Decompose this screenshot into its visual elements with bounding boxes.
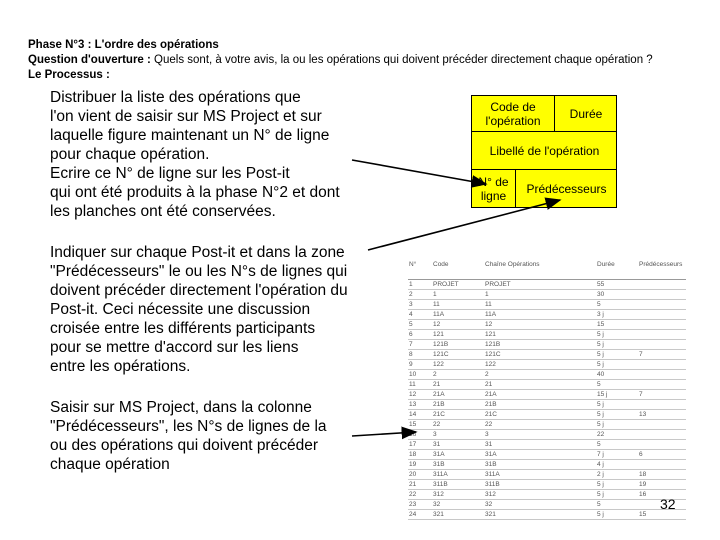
table-cell: 23 xyxy=(408,500,432,510)
table-cell: 31A xyxy=(432,450,484,460)
table-cell: 16 xyxy=(408,430,432,440)
table-cell: 121C xyxy=(484,350,596,360)
table-cell: 12 xyxy=(408,390,432,400)
table-cell: 5 j xyxy=(596,480,638,490)
table-cell: 7 xyxy=(638,350,686,360)
table-cell: 14 xyxy=(408,410,432,420)
col-header: Durée xyxy=(596,261,638,280)
arrow-to-predecessors xyxy=(368,200,560,250)
table-cell: 12 xyxy=(432,320,484,330)
table-cell: 3 j xyxy=(596,310,638,320)
arrow-to-line-number xyxy=(352,160,486,184)
table-cell: 22 xyxy=(596,430,638,440)
table-cell: 21C xyxy=(432,410,484,420)
col-header: Chaîne Opérations xyxy=(484,261,596,280)
table-cell: 10 xyxy=(408,370,432,380)
table-cell: 31B xyxy=(432,460,484,470)
postit-duree: Durée xyxy=(555,96,617,132)
table-cell: 22 xyxy=(484,420,596,430)
table-cell: 15 xyxy=(596,320,638,330)
table-cell: 1 xyxy=(408,280,432,290)
table-cell: 40 xyxy=(596,370,638,380)
question-label: Question d'ouverture : xyxy=(28,54,151,66)
table-cell: 5 xyxy=(596,380,638,390)
table-cell: 312 xyxy=(432,490,484,500)
table-cell: 5 j xyxy=(596,420,638,430)
table-cell: 11 xyxy=(484,300,596,310)
table-cell: 20 xyxy=(408,470,432,480)
table-cell: 121B xyxy=(432,340,484,350)
table-cell: 1 xyxy=(484,290,596,300)
postit-code: Code de l'opération xyxy=(472,96,555,132)
table-cell: 31 xyxy=(484,440,596,450)
table-cell: 31A xyxy=(484,450,596,460)
table-cell: 5 xyxy=(596,300,638,310)
table-cell: 18 xyxy=(408,450,432,460)
postit-predecesseurs: Prédécesseurs xyxy=(526,182,607,196)
table-cell: 311B xyxy=(484,480,596,490)
table-cell: 5 j xyxy=(596,340,638,350)
table-cell: 7 xyxy=(408,340,432,350)
col-header: Code xyxy=(432,261,484,280)
table-cell: 5 j xyxy=(596,360,638,370)
table-cell: 5 xyxy=(408,320,432,330)
table-cell: 311B xyxy=(432,480,484,490)
table-cell: 15 j xyxy=(596,390,638,400)
table-cell: 4 xyxy=(408,310,432,320)
page-number: 32 xyxy=(660,496,676,512)
table-cell: 3 xyxy=(484,430,596,440)
table-cell: PROJET xyxy=(432,280,484,290)
table-cell: 122 xyxy=(432,360,484,370)
table-cell: 5 j xyxy=(596,490,638,500)
postit-numero: N° de ligne xyxy=(472,170,516,208)
table-cell: 3 xyxy=(432,430,484,440)
process-label: Le Processus : xyxy=(28,69,110,81)
slide-title: Phase N°3 : L'ordre des opérations xyxy=(28,39,219,51)
table-cell: 321 xyxy=(432,510,484,520)
instruction-paragraph-2: Indiquer sur chaque Post-it et dans la zone "Prédécesseurs" le ou les N°s de lignes qui doivent précéder directement l'opération du Post-it. Ceci nécessite une discussion croisée entre les différents participants pour se mettre d'accord sur les liens entre les opérations. xyxy=(50,244,348,375)
table-cell: 5 xyxy=(596,500,638,510)
instruction-paragraph-1: Distribuer la liste des opérations que l'on vient de saisir sur MS Project et sur laquelle figure maintenant un N° de ligne pour chaque opération. Ecrire ce N° de ligne sur les Post-it qui ont été produits à la phase N°2 et dont les planches ont été conservées. xyxy=(50,89,340,220)
table-cell: 19 xyxy=(638,480,686,490)
table-cell: 32 xyxy=(484,500,596,510)
table-cell: 6 xyxy=(408,330,432,340)
table-cell: 21B xyxy=(484,400,596,410)
table-cell: 7 xyxy=(638,390,686,400)
table-cell: 2 xyxy=(484,370,596,380)
table-cell: 22 xyxy=(408,490,432,500)
table-cell: 32 xyxy=(432,500,484,510)
table-cell: 5 j xyxy=(596,400,638,410)
table-cell: 9 xyxy=(408,360,432,370)
table-cell: 11A xyxy=(484,310,596,320)
table-cell: 21A xyxy=(432,390,484,400)
table-cell: 13 xyxy=(408,400,432,410)
table-cell: 21A xyxy=(484,390,596,400)
table-cell: 6 xyxy=(638,450,686,460)
arrow-to-table xyxy=(352,432,416,436)
table-cell: 31 xyxy=(432,440,484,450)
table-cell: 2 xyxy=(432,370,484,380)
table-cell: 55 xyxy=(596,280,638,290)
table-cell: 21 xyxy=(484,380,596,390)
col-header: N° xyxy=(408,261,432,280)
table-cell: 321 xyxy=(484,510,596,520)
table-cell: 312 xyxy=(484,490,596,500)
table-cell: 3 xyxy=(408,300,432,310)
table-cell: 21C xyxy=(484,410,596,420)
table-cell: 5 j xyxy=(596,510,638,520)
col-header: Prédécesseurs xyxy=(638,261,686,280)
table-cell: 5 j xyxy=(596,330,638,340)
question-text: Quels sont, à votre avis, la ou les opérations qui doivent précéder directement chaque opération ? xyxy=(150,54,653,66)
table-cell: 21B xyxy=(432,400,484,410)
table-cell: 311A xyxy=(484,470,596,480)
table-cell: 121 xyxy=(432,330,484,340)
table-cell: 8 xyxy=(408,350,432,360)
table-cell: 13 xyxy=(638,410,686,420)
table-cell: 11 xyxy=(408,380,432,390)
table-cell: 122 xyxy=(484,360,596,370)
table-cell: 311A xyxy=(432,470,484,480)
table-cell: 5 j xyxy=(596,410,638,420)
table-cell: 121C xyxy=(432,350,484,360)
table-cell: 15 xyxy=(638,510,686,520)
table-cell: 30 xyxy=(596,290,638,300)
table-cell: 5 xyxy=(596,440,638,450)
instruction-paragraph-3: Saisir sur MS Project, dans la colonne "Prédécesseurs", les N°s de lignes de la ou des opérations qui doivent précéder chaque opération xyxy=(50,399,327,473)
table-cell: 11A xyxy=(432,310,484,320)
table-cell: 19 xyxy=(408,460,432,470)
table-cell: 21 xyxy=(432,380,484,390)
table-cell: 121 xyxy=(484,330,596,340)
postit-libelle: Libellé de l'opération xyxy=(472,132,617,170)
table-cell: 7 j xyxy=(596,450,638,460)
table-cell: 2 j xyxy=(596,470,638,480)
table-cell: 18 xyxy=(638,470,686,480)
table-cell: 17 xyxy=(408,440,432,450)
table-cell: 22 xyxy=(432,420,484,430)
table-cell: 31B xyxy=(484,460,596,470)
table-cell: 11 xyxy=(432,300,484,310)
table-cell: 5 j xyxy=(596,350,638,360)
table-cell: 4 j xyxy=(596,460,638,470)
table-cell: 21 xyxy=(408,480,432,490)
table-cell: 12 xyxy=(484,320,596,330)
table-cell: PROJET xyxy=(484,280,596,290)
table-cell: 1 xyxy=(432,290,484,300)
table-cell: 15 xyxy=(408,420,432,430)
table-cell: 16 xyxy=(638,490,686,500)
table-cell: 121B xyxy=(484,340,596,350)
table-cell: 24 xyxy=(408,510,432,520)
table-cell: 2 xyxy=(408,290,432,300)
